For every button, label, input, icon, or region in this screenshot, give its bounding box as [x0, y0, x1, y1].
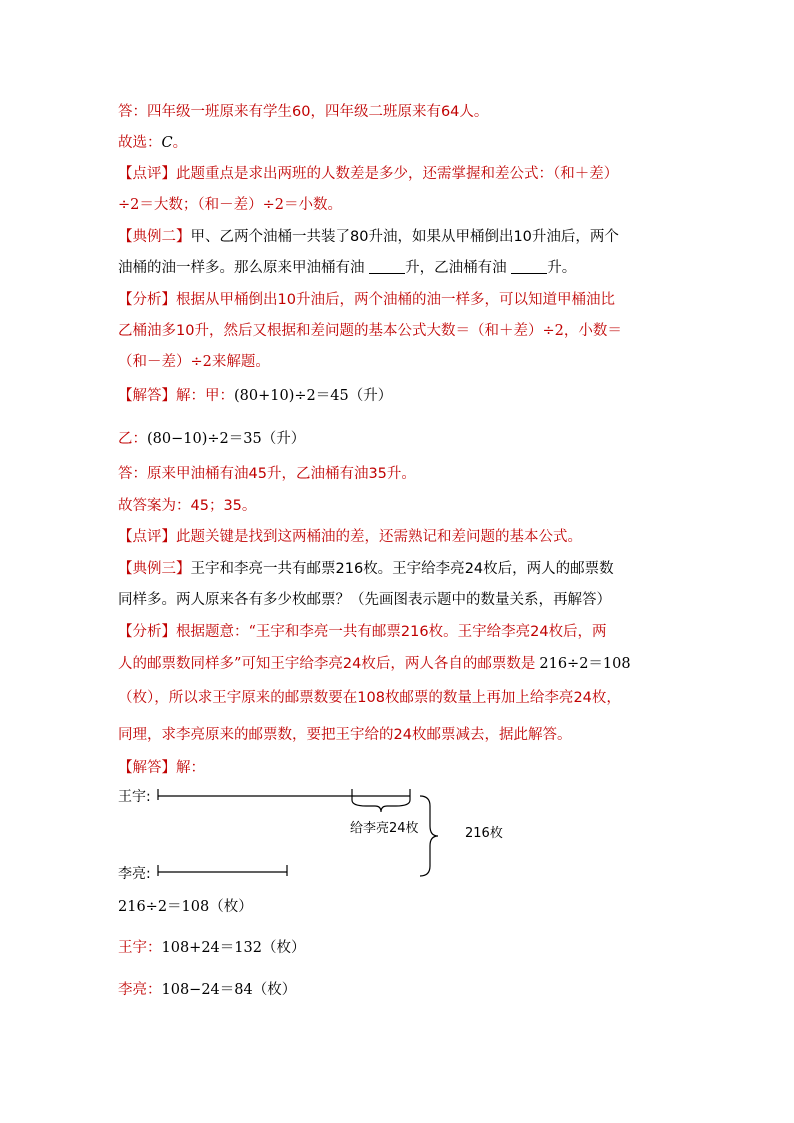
punct: 。 — [172, 135, 188, 151]
analysis-text: 枚， — [591, 690, 621, 706]
analysis-text: 枚后，两人各自的邮票数是 — [361, 656, 536, 672]
wang-label: 王宇: — [118, 789, 151, 805]
formula: 108−24＝84 — [161, 982, 253, 998]
segment-diagram — [0, 780, 794, 890]
question-text: 枚。王宇给李亮 — [363, 561, 465, 577]
analysis-text: 枚邮票减去，据此解答。 — [411, 727, 572, 743]
final-answer — [118, 496, 256, 516]
analysis-text: （和－差）÷2来解题。 — [118, 354, 270, 370]
analysis-text: 同理，求李亮原来的邮票数，要把王宇给的 — [118, 727, 394, 743]
give-label: 给李亮24枚 — [350, 821, 419, 836]
question-text: 升。 — [547, 260, 577, 276]
answer-text: 答：原来甲油桶有油 — [118, 466, 249, 482]
comment2 — [118, 527, 582, 547]
number: 45 — [248, 466, 267, 482]
answer-text: 答：四年级一班原来有学生 — [118, 104, 292, 120]
calc-label: 李亮： — [118, 982, 162, 998]
solution-text: 甲： — [205, 388, 234, 404]
analysis-line-3 — [118, 352, 270, 372]
number: 35 — [368, 466, 387, 482]
analysis-text: 枚后，两 — [548, 624, 607, 640]
punct: 。 — [241, 498, 257, 514]
total-brace — [420, 796, 438, 876]
answer-text: ，四年级二班原来有 — [310, 104, 441, 120]
comment-text: ÷2＝大数；（和－差）÷2＝小数。 — [118, 197, 342, 213]
analysis-line-2 — [118, 321, 622, 341]
solution-label: 【解答】解： — [118, 388, 205, 404]
answer-blank-1 — [369, 259, 405, 274]
comment-text: 【点评】此题重点是求出两班的人数差是多少，还需掌握和差公式：（和＋差） — [118, 166, 619, 182]
answer-text: 升，乙油桶有油 — [266, 466, 369, 482]
number: 80 — [350, 229, 369, 245]
answer-blank-2 — [511, 259, 547, 274]
number: 10 — [277, 292, 296, 308]
calc-line-2 — [118, 938, 305, 958]
question-text: 甲、乙两个油桶一共装了 — [190, 229, 350, 245]
number: 45 — [190, 498, 209, 514]
example3-line-1 — [118, 559, 614, 579]
solution-line-1 — [118, 386, 392, 406]
analysis-text: 乙桶油多 — [118, 323, 176, 339]
calc-line-1 — [118, 897, 253, 917]
number: 10 — [513, 229, 532, 245]
analysis3-line-1 — [118, 622, 607, 642]
answer-label: 故答案为： — [118, 498, 191, 514]
solution-line-2 — [118, 429, 305, 449]
answer-text: 升。 — [386, 466, 416, 482]
solution-label: 【解答】解： — [118, 760, 205, 776]
analysis-text: 升，然后又根据和差问题的基本公式大数＝（和＋差）÷2，小数＝ — [194, 323, 622, 339]
number: 24 — [464, 561, 484, 577]
unit: （升） — [348, 388, 393, 404]
choice-label: 故选： — [118, 135, 162, 151]
question-text: 油桶的油一样多。那么原来甲油桶有油 — [118, 260, 365, 276]
answer-line-1 — [118, 102, 488, 122]
punct: ； — [208, 498, 224, 514]
question-text: 王宇和李亮一共有邮票 — [190, 561, 336, 577]
formula: 216÷2＝108 — [539, 656, 631, 672]
comment-line-1 — [118, 164, 618, 184]
unit: （枚） — [261, 940, 306, 956]
example-title: 【典例三】 — [118, 561, 191, 577]
number: 24 — [342, 656, 362, 672]
solution3-label — [118, 758, 205, 778]
number: 24 — [393, 727, 412, 743]
unit: （枚） — [209, 899, 253, 915]
example2-line-1 — [118, 227, 619, 247]
number: 64 — [440, 104, 460, 120]
analysis-text: （枚），所以求王宇原来的邮票数要在 — [118, 690, 358, 706]
analysis-text: 【分析】根据题意：“王宇和李亮一共有邮票 — [118, 624, 401, 640]
number: 24 — [573, 690, 592, 706]
number: 35 — [223, 498, 242, 514]
question-text: 枚后，两人的邮票数 — [483, 561, 614, 577]
number: 24 — [530, 624, 549, 640]
number: 216 — [400, 624, 429, 640]
question-text: 升，乙油桶有油 — [405, 260, 507, 276]
solution-text: 乙： — [118, 431, 147, 447]
number: 60 — [292, 104, 311, 120]
solution-answer — [118, 464, 416, 484]
example3-line-2 — [118, 590, 611, 610]
analysis-text: 人的邮票数同样多”可知王宇给李亮 — [118, 656, 343, 672]
number: 10 — [176, 323, 195, 339]
analysis-text: 升油后，两个油桶的油一样多，可以知道甲桶油比 — [295, 292, 615, 308]
question-text: 升油，如果从甲桶倒出 — [368, 229, 514, 245]
formula: (80+10)÷2＝45 — [234, 388, 349, 404]
analysis-line-1 — [118, 290, 615, 310]
example-title: 【典例二】 — [118, 229, 191, 245]
answer-text: 人。 — [459, 104, 489, 120]
analysis3-line-4 — [118, 725, 571, 745]
comment-text: 【点评】此题关键是找到这两桶油的差，还需熟记和差问题的基本公式。 — [118, 529, 582, 545]
choice-value: C — [161, 135, 173, 151]
comment-line-2 — [118, 195, 342, 215]
formula: 108+24＝132 — [161, 940, 262, 956]
unit: （升） — [261, 431, 306, 447]
give-brace — [352, 800, 410, 812]
total-label: 216枚 — [465, 826, 503, 841]
number: 108 — [357, 690, 385, 706]
analysis-text: 【分析】根据从甲桶倒出 — [118, 292, 278, 308]
choice-line — [118, 133, 187, 153]
formula: (80−10)÷2＝35 — [147, 431, 262, 447]
question-text: 升油后，两个 — [531, 229, 619, 245]
calc-label: 王宇： — [118, 940, 162, 956]
question-text: 同样多。两人原来各有多少枚邮票？（先画图表示题中的数量关系，再解答） — [118, 592, 611, 608]
number: 216 — [335, 561, 364, 577]
formula: 216÷2＝108 — [118, 899, 210, 915]
analysis3-line-3 — [118, 688, 621, 708]
analysis-text: 枚。王宇给李亮 — [428, 624, 531, 640]
analysis-text: 枚邮票的数量上再加上给李亮 — [384, 690, 574, 706]
unit: （枚） — [252, 982, 297, 998]
example2-line-2 — [118, 258, 576, 278]
li-label: 李亮: — [118, 866, 151, 882]
analysis3-line-2 — [118, 654, 631, 674]
calc-line-3 — [118, 980, 296, 1000]
